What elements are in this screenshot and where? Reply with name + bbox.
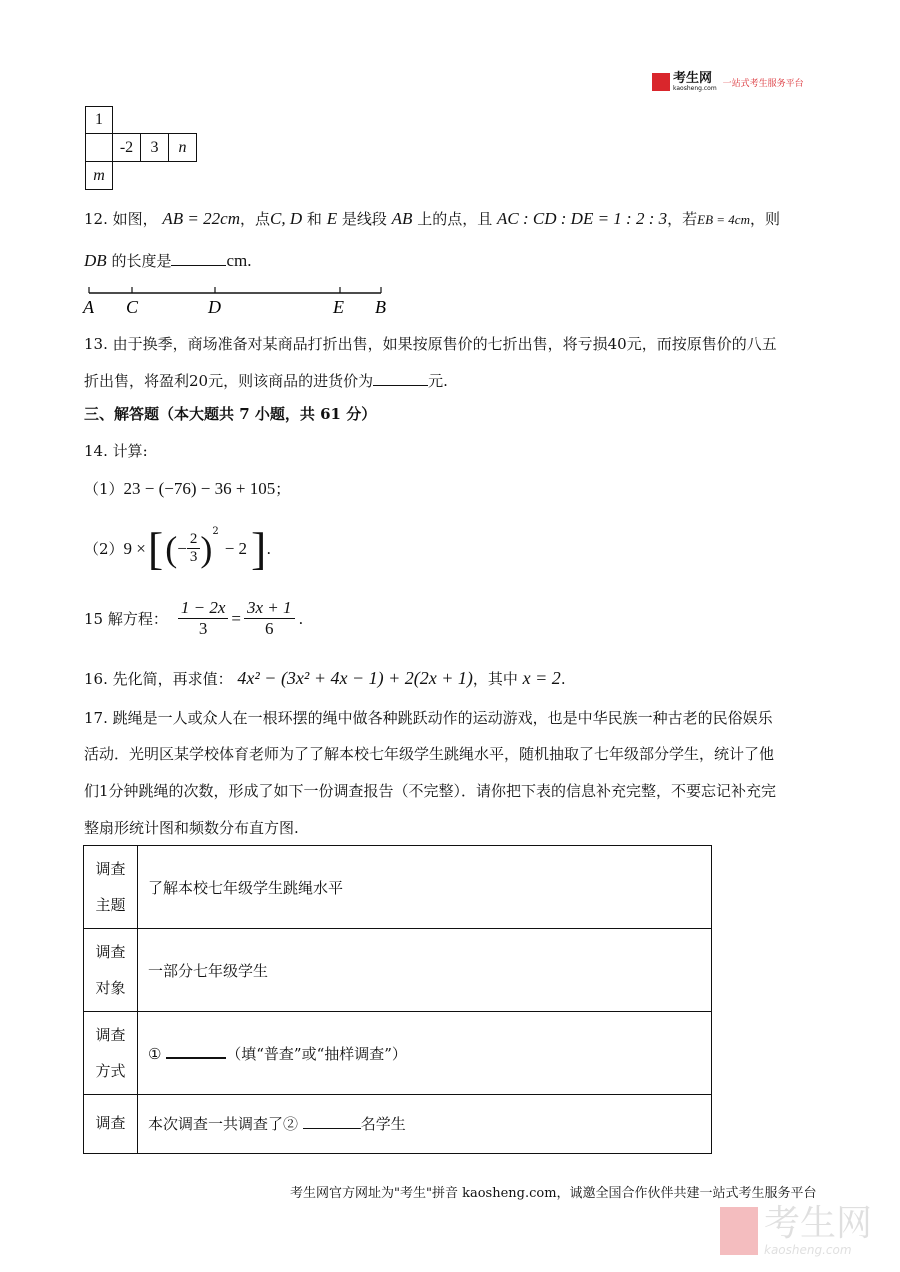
fraction: [178, 598, 229, 639]
text: 主题: [95, 896, 126, 914]
table-row: [84, 1095, 712, 1154]
table-row: [84, 1012, 712, 1095]
table-cell: [138, 1095, 712, 1154]
text: 上的点，且: [417, 210, 493, 228]
logo-domain: kaosheng.com: [673, 85, 717, 92]
fraction: [187, 531, 201, 566]
math: E: [326, 209, 338, 228]
section-heading: 三、解答题（本大题共 7 小题，共 61 分）: [84, 405, 377, 423]
question-15: 15 解方程： $\frac{1 - 2x}{3}$ = $\frac{3x + 1}{6}$ .: [84, 598, 304, 638]
net-cell: n: [168, 133, 197, 162]
fraction: [244, 598, 295, 639]
question-14-part-1: [84, 478, 290, 499]
left-paren: (: [165, 528, 178, 569]
logo-name: 考生网: [673, 71, 713, 86]
math: 9 ×: [123, 538, 146, 558]
text: 调查: [95, 1114, 126, 1132]
table-row: [84, 846, 712, 929]
math: − 2: [224, 538, 248, 558]
text: 16. 先化简，再求值：: [84, 670, 233, 688]
left-bracket: [: [147, 523, 164, 574]
logo-icon: [652, 73, 670, 91]
text: ，点: [239, 210, 270, 228]
header-slogan: 一站式考生服务平台: [722, 78, 804, 89]
question-17-line: 17. 跳绳是一人或众人在一根环摆的绳中做各种跳跃动作的运动游戏，也是中华民族一种古老的民俗娱乐: [84, 709, 773, 727]
net-cell: [85, 133, 113, 162]
question-14-title: 14. 计算:: [84, 442, 148, 460]
table-cell: 一部分七年级学生: [138, 929, 712, 1012]
watermark-logo: [720, 1205, 872, 1257]
answer-blank: [166, 1043, 226, 1059]
text: 方式: [95, 1062, 126, 1080]
point-label: C: [126, 297, 139, 317]
watermark-icon: [720, 1207, 758, 1255]
text: （2）: [84, 540, 124, 558]
text: 对象: [95, 979, 126, 997]
text: 和: [306, 210, 322, 228]
text: ；: [275, 480, 291, 498]
math: C, D: [269, 209, 303, 228]
answer-blank: [171, 251, 226, 266]
question-14-part-2: （2） 9 × [ ( − $\frac{2}{3}$ ) $^2$ − 2 ] .: [84, 523, 272, 574]
question-13-line-2: [84, 370, 448, 391]
math: DB: [84, 251, 107, 270]
math: AC : CD : DE = 1 : 2 : 3: [497, 209, 668, 228]
text: 调查: [95, 1026, 126, 1044]
row-header: [84, 1095, 138, 1154]
net-cell: -2: [112, 133, 141, 162]
text: 调查: [95, 860, 126, 878]
numerator: 2: [187, 531, 201, 549]
right-bracket: ]: [251, 523, 267, 574]
text: 元.: [428, 372, 448, 390]
point-label: B: [375, 297, 386, 317]
net-cell: 1: [85, 106, 113, 134]
question-12-line-2: [84, 250, 252, 271]
text: cm.: [226, 251, 252, 270]
numerator: 3x + 1: [244, 598, 295, 619]
point-label: A: [83, 297, 94, 317]
watermark-name: 考生网: [764, 1203, 873, 1244]
text: （填“普查”或“抽样调查”）: [226, 1044, 407, 1063]
right-paren: ): [200, 528, 213, 569]
math: AB = 22cm: [162, 209, 240, 228]
text: 调查: [95, 943, 126, 961]
denominator: 3: [189, 549, 198, 565]
text: ①: [148, 1044, 162, 1063]
net-cell: 3: [140, 133, 169, 162]
footer-text: 考生网官方网址为"考生"拼音 kaosheng.com，诚邀全国合作伙伴共建一站式考生服务平台: [290, 1186, 817, 1201]
text: ，则: [749, 210, 780, 228]
point-label: D: [208, 297, 221, 317]
denominator: 3: [198, 619, 208, 638]
text: 是线段: [341, 210, 387, 228]
math: AB: [391, 209, 413, 228]
row-header: [84, 1012, 138, 1095]
question-16: 16. 先化简，再求值： 4x² − (3x² + 4x − 1) + 2(2x + 1)，其中 x = 2.: [84, 668, 566, 688]
table-cell: [138, 1012, 712, 1095]
question-12-line-1: [84, 208, 780, 229]
watermark-domain: kaosheng.com: [764, 1243, 852, 1257]
header-logo: [652, 72, 804, 92]
math: x = 2: [522, 668, 561, 688]
answer-blank: [303, 1114, 361, 1129]
text: 15 解方程：: [84, 610, 168, 628]
exponent: 2: [212, 526, 219, 537]
survey-report-table: [83, 845, 712, 1154]
text: 本次调查一共调查了②: [148, 1115, 299, 1133]
point-label: E: [333, 297, 344, 317]
answer-blank: [373, 371, 428, 386]
question-17-line: 们1分钟跳绳的次数，形成了如下一份调查报告（不完整）．请你把下表的信息补充完整，不要忘记补充完: [84, 782, 777, 800]
row-header: [84, 846, 138, 929]
numerator: 1 − 2x: [178, 598, 229, 619]
line-segment-figure: [80, 282, 400, 318]
text: 名学生: [360, 1115, 406, 1133]
text: 12. 如图，: [84, 210, 158, 228]
text: 的长度是: [111, 252, 172, 270]
text: ，其中: [472, 670, 518, 688]
math: 4x² − (3x² + 4x − 1) + 2(2x + 1): [237, 668, 473, 688]
table-cell: 了解本校七年级学生跳绳水平: [138, 846, 712, 929]
row-header: [84, 929, 138, 1012]
text: （1）: [84, 480, 124, 498]
net-cell: m: [85, 161, 113, 190]
text: ，若: [667, 210, 698, 228]
math: 23 − (−76) − 36 + 105: [123, 479, 276, 498]
question-17-line: 整扇形统计图和频数分布直方图.: [84, 819, 299, 837]
question-13-line-1: 13. 由于换季，商场准备对某商品打折出售，如果按原售价的七折出售，将亏损40元，而按原售价的八五: [84, 335, 777, 353]
question-17-line: 活动．光明区某学校体育老师为了了解本校七年级学生跳绳水平，随机抽取了七年级部分学生，统计了他: [84, 745, 775, 763]
text: 折出售，将盈利20元，则该商品的进货价为: [84, 372, 374, 390]
math: EB = 4cm: [697, 212, 750, 227]
denominator: 6: [265, 619, 274, 638]
table-row: [84, 929, 712, 1012]
